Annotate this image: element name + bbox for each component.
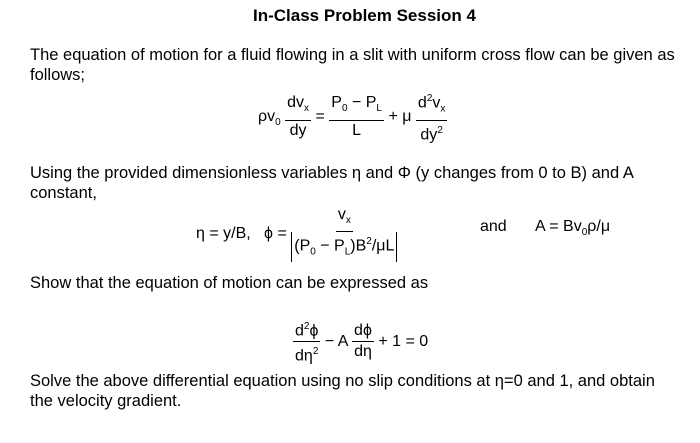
eta-definition: η = y/B, xyxy=(196,225,251,243)
eq3-first-derivative: $\frac{d\phi}{d\eta}$ xyxy=(354,322,372,361)
variables-line-2: constant, xyxy=(30,184,97,202)
eq1-lhs-coefficient: $\rho v_0$ xyxy=(258,108,281,129)
page-title: In-Class Problem Session 4 xyxy=(253,6,476,25)
equation-of-motion: $\rho v_0$ $\frac{dv_x}{dy}$ = $\frac{P_0 - P_L}{L}$ + μ $\frac{d^2v_x}{dy^2}$ xyxy=(258,90,447,144)
eq1-viscous-fraction: $\frac{d^2v_x}{dy^2}$ xyxy=(416,90,447,144)
and-word: and xyxy=(480,218,507,235)
dimensionless-equation: $\frac{d^2\phi}{d\eta^2}$ − A $\frac{d\phi}{d\eta}$ + 1 = 0 xyxy=(293,318,428,366)
dimensionless-definitions: η = y/B, ϕ = $\frac{v_x}{(P_0 - P_L)B^2/\mu L}$ xyxy=(196,206,397,262)
variables-line-1: Using the provided dimensionless variables η and Φ (y changes from 0 to B) and A xyxy=(30,164,634,182)
eq1-pressure-fraction: $\frac{P_0 - P_L}{L}$ xyxy=(331,94,382,139)
solve-line-1: Solve the above differential equation using no slip conditions at η=0 and 1, and obtain xyxy=(30,372,655,390)
intro-line-2: follows; xyxy=(30,66,86,84)
eq1-lhs-fraction: $\frac{dv_x}{dy}$ xyxy=(287,94,310,139)
show-that-line: Show that the equation of motion can be expressed as xyxy=(30,274,429,292)
phi-definition-fraction: $\frac{v_x}{(P_0 - P_L)B^2/\mu L}$ xyxy=(291,206,397,262)
intro-line-1: The equation of motion for a fluid flowing in a slit with uniform cross flow can be given as xyxy=(30,46,675,64)
a-definition: $A = Bv_0\rho/\mu$ xyxy=(535,218,611,239)
eq3-second-derivative: $\frac{d^2\phi}{d\eta^2}$ xyxy=(293,318,320,366)
solve-line-2: the velocity gradient. xyxy=(30,392,182,410)
